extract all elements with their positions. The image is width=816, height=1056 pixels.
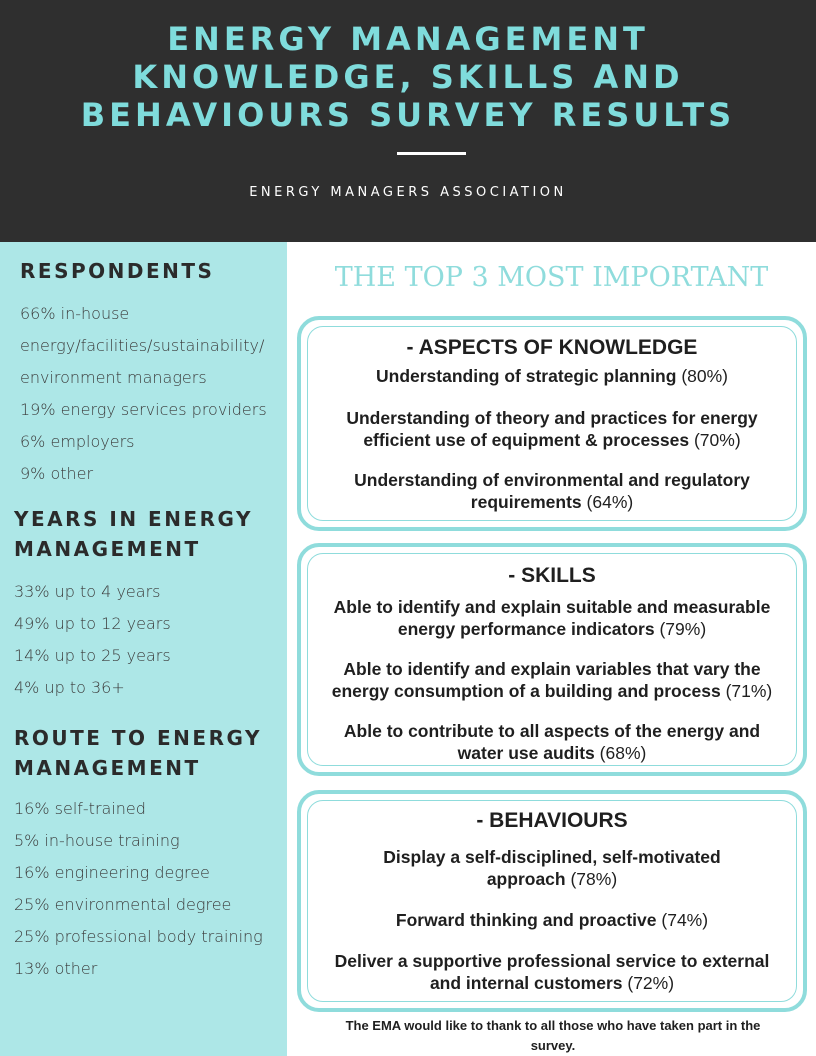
years-heading [14,504,253,564]
years-heading-line-2: MANAGEMENT [14,537,201,561]
item-text: and internal customers [429,973,623,993]
knowledge-item-3 [301,469,803,513]
list-item: 66% in-house [20,304,130,323]
years-heading-line-1: YEARS IN ENERGY [14,507,253,531]
list-item: 49% up to 12 years [14,614,171,633]
list-item: 33% up to 4 years [14,582,161,601]
route-heading-line-2: MANAGEMENT [14,756,201,780]
item-text: Able to contribute to all aspects of the energy and [343,721,761,741]
behaviours-item-3 [301,950,803,994]
item-text: approach [486,869,566,889]
item-percent: (64%) [586,492,634,512]
item-percent: (70%) [693,430,741,450]
item-percent: (71%) [725,681,773,701]
skills-item-2 [301,658,803,702]
item-percent: (74%) [661,910,709,930]
skills-heading: - SKILLS [508,564,596,587]
item-text: energy performance indicators [397,619,655,639]
list-item: 25% environmental degree [14,895,232,914]
years-list [14,576,171,704]
knowledge-item-2 [301,407,803,451]
list-item: 14% up to 25 years [14,646,171,665]
item-percent: (68%) [599,743,647,763]
footer-line-1: The EMA would like to thank to all those who have taken part in the [345,1018,761,1033]
title-line-2: KNOWLEDGE, SKILLS AND [132,58,684,96]
organization-name: ENERGY MANAGERS ASSOCIATION [249,185,567,200]
item-text: requirements [470,492,582,512]
header-banner [0,0,816,242]
skills-item-3 [301,720,803,764]
item-percent: (80%) [681,366,728,386]
item-text: energy consumption of a building and process [331,681,721,701]
list-item: 16% engineering degree [14,863,210,882]
item-text: Display a self-disciplined, self-motivated [383,847,721,867]
knowledge-item-1 [301,365,803,387]
item-text: water use audits [457,743,595,763]
skills-card [297,543,807,776]
list-item: 5% in-house training [14,831,180,850]
behaviours-card [297,790,807,1012]
route-heading [14,723,262,783]
knowledge-heading: - ASPECTS OF KNOWLEDGE [406,336,698,359]
item-text: Understanding of environmental and regulatory [354,470,750,490]
title-line-3: BEHAVIOURS SURVEY RESULTS [80,96,736,134]
list-item: 13% other [14,959,98,978]
main-section-title: THE TOP 3 MOST IMPORTANT [334,262,769,293]
item-text: efficient use of equipment & processes [363,430,690,450]
list-item: 4% up to 36+ [14,678,125,697]
route-list [14,793,263,985]
behaviours-item-1 [301,846,803,890]
list-item: 6% employers [20,432,135,451]
item-text: Able to identify and explain suitable and measurable [333,597,771,617]
item-percent: (79%) [659,619,707,639]
item-text: Forward thinking and proactive [395,910,657,930]
list-item: 19% energy services providers [20,400,267,419]
list-item: 25% professional body training [14,927,263,946]
title-divider [397,152,466,155]
behaviours-heading: - BEHAVIOURS [476,809,628,832]
item-text: Understanding of theory and practices for energy [346,408,758,428]
list-item: energy/facilities/sustainability/ [20,336,265,355]
item-percent: (78%) [570,869,618,889]
item-text: Understanding of strategic planning [376,366,677,386]
page-title [0,20,816,134]
behaviours-item-2 [301,909,803,931]
list-item: environment managers [20,368,207,387]
thank-you-note [290,1016,816,1056]
item-text: Able to identify and explain variables that vary the [343,659,761,679]
item-text: Deliver a supportive professional service to external [334,951,770,971]
list-item: 16% self-trained [14,799,146,818]
sidebar [0,242,287,1056]
item-percent: (72%) [627,973,675,993]
title-line-1: ENERGY MANAGEMENT [167,20,649,58]
knowledge-card [297,316,807,531]
skills-item-1 [301,596,803,640]
route-heading-line-1: ROUTE TO ENERGY [14,726,262,750]
respondents-heading: RESPONDENTS [20,259,215,283]
footer-line-2: survey. [530,1038,576,1053]
respondents-list [20,298,267,490]
list-item: 9% other [20,464,94,483]
